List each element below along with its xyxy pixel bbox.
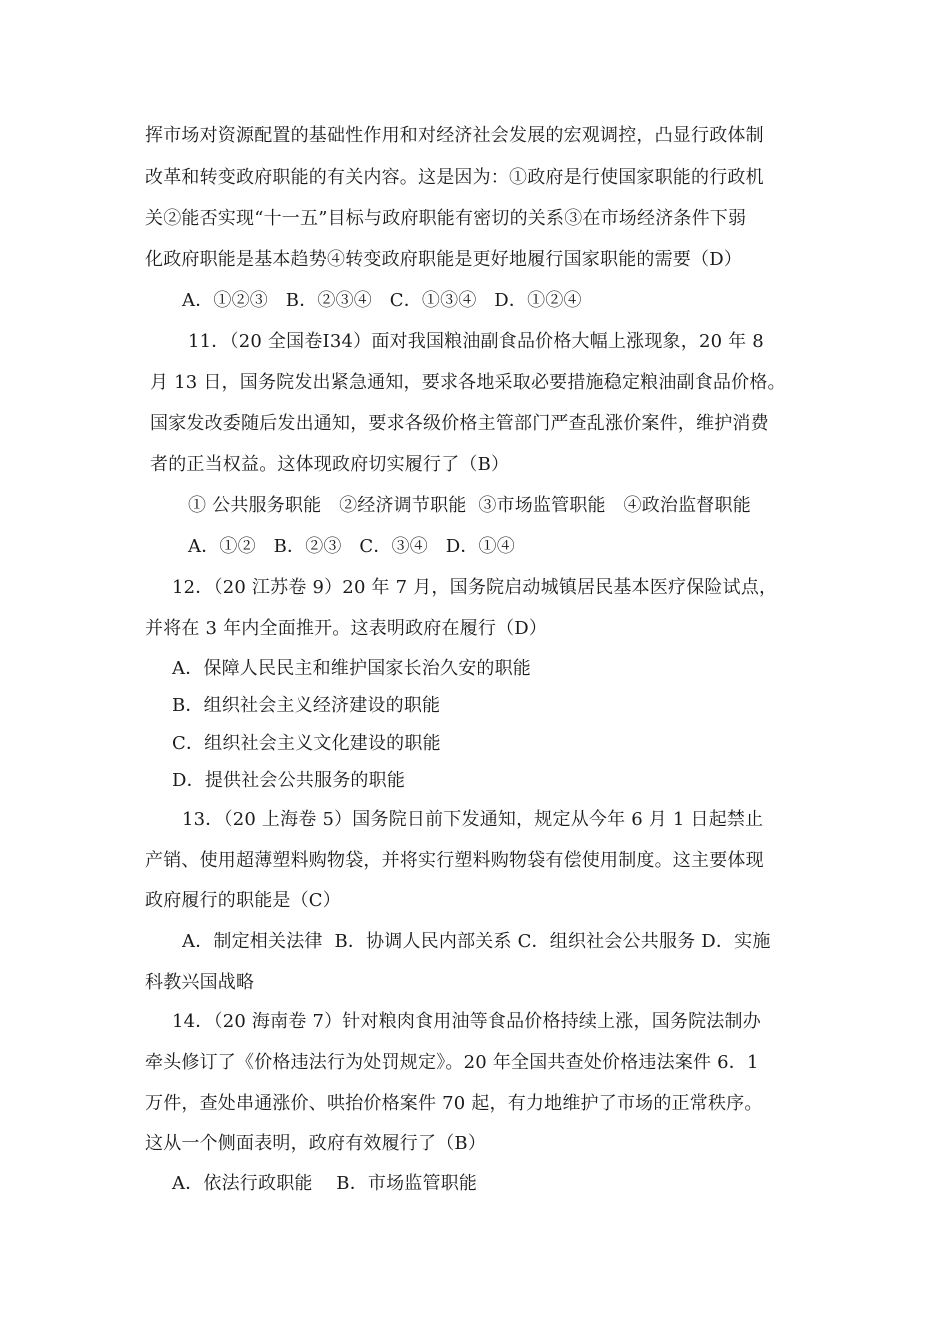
- text-line: 科教兴国战略: [145, 972, 255, 993]
- text-line: 关②能否实现“十一五”目标与政府职能有密切的关系③在市场经济条件下弱: [145, 208, 747, 229]
- text-line: 化政府职能是基本趋势④转变政府职能是更好地履行国家职能的需要（D）: [145, 249, 743, 270]
- text-line: 产销、使用超薄塑料购物袋，并将实行塑料购物袋有偿使用制度。这主要体现: [145, 850, 764, 871]
- text-line: 这从一个侧面表明，政府有效履行了（B）: [145, 1133, 487, 1154]
- option-b: B．组织社会主义经济建设的职能: [172, 695, 441, 716]
- answer-options: A．依法行政职能 B．市场监管职能: [172, 1173, 478, 1194]
- option-c: C．组织社会主义文化建设的职能: [172, 733, 441, 754]
- question-13: 13．（20 上海卷 5）国务院日前下发通知，规定从今年 6 月 1 日起禁止: [182, 809, 764, 830]
- text-line: 万件，查处串通涨价、哄抬价格案件 70 起，有力地维护了市场的正常秩序。: [145, 1093, 763, 1114]
- option-d: D．提供社会公共服务的职能: [172, 770, 406, 791]
- text-line: 挥市场对资源配置的基础性作用和对经济社会发展的宏观调控，凸显行政体制: [145, 125, 764, 146]
- text-line: 并将在 3 年内全面推开。这表明政府在履行（D）: [145, 618, 548, 639]
- question-11: 11．（20 全国卷Ⅰ34）面对我国粮油副食品价格大幅上涨现象，20 年 8: [188, 331, 764, 352]
- text-line: 国家发改委随后发出通知，要求各级价格主管部门严查乱涨价案件，维护消费: [150, 413, 769, 434]
- answer-options: A．制定相关法律 B．协调人民内部关系 C．组织社会公共服务 D．实施: [182, 931, 771, 952]
- text-line: 月 13 日，国务院发出紧急通知，要求各地采取必要措施稳定粮油副食品价格。: [150, 372, 786, 393]
- text-line: 政府履行的职能是（C）: [145, 890, 341, 911]
- option-a: A．保障人民民主和维护国家长治久安的职能: [172, 658, 531, 679]
- answer-options: A．①②③ B．②③④ C．①③④ D．①②④: [182, 290, 582, 311]
- text-line: 改革和转变政府职能的有关内容。这是因为：①政府是行使国家职能的行政机: [145, 167, 764, 188]
- text-line: 牵头修订了《价格违法行为处罚规定》。20 年全国共查处价格违法案件 6．1: [145, 1052, 759, 1073]
- text-line: 者的正当权益。这体现政府切实履行了（B）: [150, 454, 510, 475]
- question-14: 14．（20 海南卷 7）针对粮肉食用油等食品价格持续上涨，国务院法制办: [172, 1011, 761, 1032]
- statement-options: ① 公共服务职能 ②经济调节职能 ③市场监管职能 ④政治监督职能: [188, 495, 751, 516]
- answer-options: A．①② B．②③ C．③④ D．①④: [188, 536, 515, 557]
- question-12: 12．（20 江苏卷 9）20 年 7 月，国务院启动城镇居民基本医疗保险试点，: [172, 577, 778, 598]
